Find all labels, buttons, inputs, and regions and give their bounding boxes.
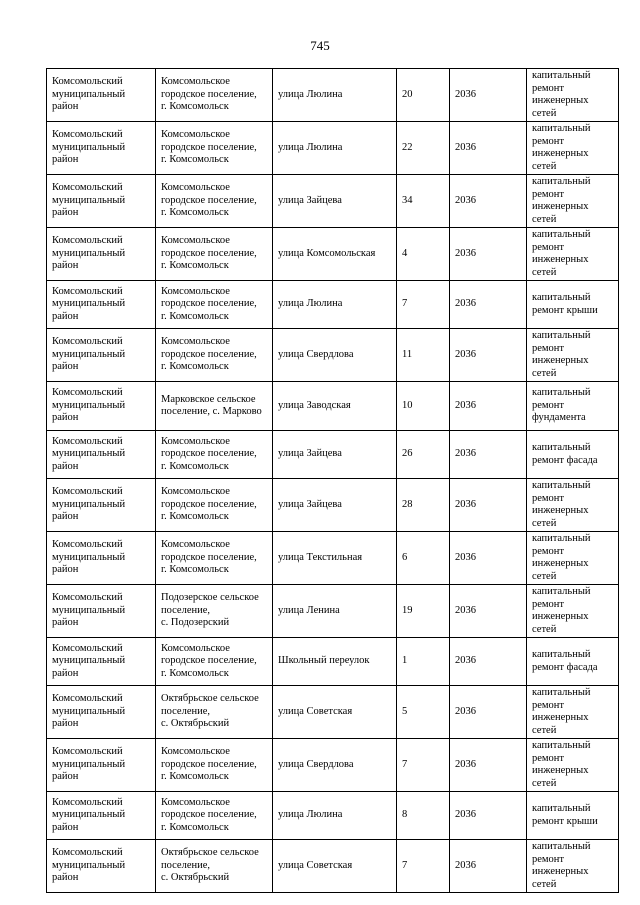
cell-work-type: капитальный ремонт крыши [527, 792, 619, 840]
cell-year: 2036 [450, 122, 527, 175]
table-row [47, 281, 619, 329]
table-row [47, 739, 619, 792]
cell-house-number: 7 [397, 281, 450, 329]
cell-street: Школьный переулок [273, 638, 397, 686]
cell-house-number: 7 [397, 739, 450, 792]
table-row [47, 382, 619, 431]
cell-settlement: Комсомольское городское поселение, г. Комсомольск [156, 281, 273, 329]
cell-work-type: капитальный ремонт инженерных сетей [527, 329, 619, 382]
cell-settlement: Комсомольское городское поселение, г. Комсомольск [156, 175, 273, 228]
table-row [47, 69, 619, 122]
cell-district: Комсомольский муниципальный район [47, 329, 156, 382]
cell-year: 2036 [450, 739, 527, 792]
cell-year: 2036 [450, 228, 527, 281]
cell-house-number: 6 [397, 532, 450, 585]
cell-work-type: капитальный ремонт фундамента [527, 382, 619, 431]
cell-street: улица Советская [273, 840, 397, 893]
cell-settlement: Комсомольское городское поселение, г. Комсомольск [156, 638, 273, 686]
cell-settlement: Октябрьское сельское поселение, с. Октябрьский [156, 686, 273, 739]
cell-street: улица Свердлова [273, 329, 397, 382]
cell-settlement: Комсомольское городское поселение, г. Комсомольск [156, 792, 273, 840]
cell-street: улица Люлина [273, 122, 397, 175]
cell-house-number: 11 [397, 329, 450, 382]
cell-settlement: Комсомольское городское поселение, г. Комсомольск [156, 431, 273, 479]
cell-work-type: капитальный ремонт инженерных сетей [527, 840, 619, 893]
cell-house-number: 34 [397, 175, 450, 228]
cell-settlement: Комсомольское городское поселение, г. Комсомольск [156, 479, 273, 532]
repair-schedule-table [46, 68, 619, 893]
cell-house-number: 26 [397, 431, 450, 479]
cell-work-type: капитальный ремонт инженерных сетей [527, 739, 619, 792]
cell-district: Комсомольский муниципальный район [47, 686, 156, 739]
cell-year: 2036 [450, 792, 527, 840]
table-row [47, 840, 619, 893]
cell-house-number: 19 [397, 585, 450, 638]
table-row [47, 638, 619, 686]
cell-work-type: капитальный ремонт фасада [527, 638, 619, 686]
cell-settlement: Октябрьское сельское поселение, с. Октябрьский [156, 840, 273, 893]
cell-house-number: 1 [397, 638, 450, 686]
table-row [47, 175, 619, 228]
cell-street: улица Свердлова [273, 739, 397, 792]
cell-year: 2036 [450, 479, 527, 532]
cell-work-type: капитальный ремонт инженерных сетей [527, 69, 619, 122]
cell-district: Комсомольский муниципальный район [47, 69, 156, 122]
cell-district: Комсомольский муниципальный район [47, 122, 156, 175]
cell-work-type: капитальный ремонт крыши [527, 281, 619, 329]
cell-work-type: капитальный ремонт инженерных сетей [527, 228, 619, 281]
cell-street: улица Зайцева [273, 431, 397, 479]
cell-settlement: Комсомольское городское поселение, г. Комсомольск [156, 329, 273, 382]
cell-district: Комсомольский муниципальный район [47, 431, 156, 479]
cell-district: Комсомольский муниципальный район [47, 281, 156, 329]
cell-house-number: 28 [397, 479, 450, 532]
cell-year: 2036 [450, 532, 527, 585]
cell-work-type: капитальный ремонт фасада [527, 431, 619, 479]
cell-work-type: капитальный ремонт инженерных сетей [527, 479, 619, 532]
cell-settlement: Подозерское сельское поселение, с. Подозерский [156, 585, 273, 638]
cell-settlement: Комсомольское городское поселение, г. Комсомольск [156, 69, 273, 122]
cell-district: Комсомольский муниципальный район [47, 792, 156, 840]
cell-house-number: 10 [397, 382, 450, 431]
cell-settlement: Комсомольское городское поселение, г. Комсомольск [156, 228, 273, 281]
cell-year: 2036 [450, 585, 527, 638]
cell-district: Комсомольский муниципальный район [47, 175, 156, 228]
cell-house-number: 4 [397, 228, 450, 281]
table-body [47, 69, 619, 893]
cell-year: 2036 [450, 175, 527, 228]
table-row [47, 329, 619, 382]
cell-work-type: капитальный ремонт инженерных сетей [527, 686, 619, 739]
cell-year: 2036 [450, 281, 527, 329]
cell-year: 2036 [450, 329, 527, 382]
table-row [47, 532, 619, 585]
table-row [47, 686, 619, 739]
cell-work-type: капитальный ремонт инженерных сетей [527, 122, 619, 175]
cell-district: Комсомольский муниципальный район [47, 382, 156, 431]
cell-year: 2036 [450, 69, 527, 122]
cell-district: Комсомольский муниципальный район [47, 638, 156, 686]
cell-street: улица Зайцева [273, 175, 397, 228]
cell-street: улица Люлина [273, 69, 397, 122]
cell-settlement: Комсомольское городское поселение, г. Комсомольск [156, 739, 273, 792]
cell-street: улица Люлина [273, 281, 397, 329]
cell-house-number: 20 [397, 69, 450, 122]
page-number: 745 [310, 38, 330, 53]
cell-settlement: Комсомольское городское поселение, г. Комсомольск [156, 122, 273, 175]
cell-house-number: 22 [397, 122, 450, 175]
cell-year: 2036 [450, 686, 527, 739]
cell-district: Комсомольский муниципальный район [47, 479, 156, 532]
table-row [47, 228, 619, 281]
cell-work-type: капитальный ремонт инженерных сетей [527, 585, 619, 638]
table-row [47, 792, 619, 840]
cell-district: Комсомольский муниципальный район [47, 585, 156, 638]
cell-district: Комсомольский муниципальный район [47, 739, 156, 792]
cell-settlement: Комсомольское городское поселение, г. Комсомольск [156, 532, 273, 585]
cell-year: 2036 [450, 840, 527, 893]
cell-work-type: капитальный ремонт инженерных сетей [527, 175, 619, 228]
cell-street: улица Люлина [273, 792, 397, 840]
cell-street: улица Комсомольская [273, 228, 397, 281]
cell-year: 2036 [450, 431, 527, 479]
cell-work-type: капитальный ремонт инженерных сетей [527, 532, 619, 585]
table-row [47, 122, 619, 175]
cell-year: 2036 [450, 382, 527, 431]
table-row [47, 585, 619, 638]
cell-street: улица Ленина [273, 585, 397, 638]
cell-street: улица Советская [273, 686, 397, 739]
cell-house-number: 7 [397, 840, 450, 893]
table-row [47, 431, 619, 479]
cell-district: Комсомольский муниципальный район [47, 228, 156, 281]
table-row [47, 479, 619, 532]
cell-house-number: 8 [397, 792, 450, 840]
cell-district: Комсомольский муниципальный район [47, 840, 156, 893]
cell-street: улица Текстильная [273, 532, 397, 585]
cell-house-number: 5 [397, 686, 450, 739]
cell-street: улица Заводская [273, 382, 397, 431]
cell-street: улица Зайцева [273, 479, 397, 532]
cell-settlement: Марковское сельское поселение, с. Марково [156, 382, 273, 431]
cell-district: Комсомольский муниципальный район [47, 532, 156, 585]
cell-year: 2036 [450, 638, 527, 686]
